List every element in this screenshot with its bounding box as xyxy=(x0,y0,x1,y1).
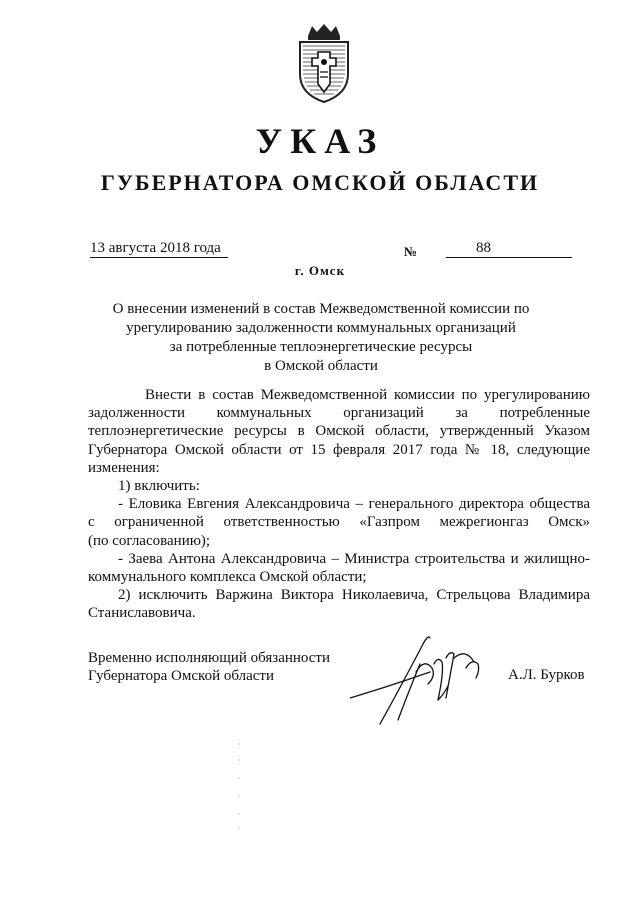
body-line: (по согласованию); xyxy=(88,532,211,549)
document-number: 88 xyxy=(446,240,572,258)
body-line: - Заева Антона Александровича – Министра строительства и жилищно- xyxy=(118,550,590,567)
signatory-position-line: Временно исполняющий обязанности xyxy=(88,650,331,666)
document-city: г. Омск xyxy=(294,263,346,278)
handwritten-signature-icon xyxy=(350,628,510,728)
document-subtitle: ГУБЕРНАТОРА ОМСКОЙ ОБЛАСТИ xyxy=(100,170,540,195)
body-line: теплоэнергетические ресурсы в Омской области, утвержденный Указом xyxy=(88,423,590,440)
heading-line: за потребленные теплоэнергетические ресурсы xyxy=(169,339,473,355)
document-title: УКАЗ xyxy=(255,121,385,161)
body-line: с ограниченной ответственностью «Газпром межрегионгаз Омск» xyxy=(88,514,590,531)
body-line: Станиславовича. xyxy=(88,605,196,622)
document-date: 13 августа 2018 года xyxy=(90,240,228,258)
body-line: коммунального комплекса Омской области; xyxy=(88,569,367,586)
body-line: задолженности коммунальных организаций за потребленные xyxy=(88,405,590,422)
heading-line: О внесении изменений в состав Межведомственной комиссии по xyxy=(112,301,530,317)
signatory-position-line: Губернатора Омской области xyxy=(88,668,274,684)
body-line: 1) включить: xyxy=(118,478,200,495)
body-line: - Еловика Евгения Александровича – генерального директора общества xyxy=(118,496,590,513)
number-label: № xyxy=(404,244,418,259)
scan-artifact xyxy=(238,740,240,830)
body-line: Внести в состав Межведомственной комиссии по урегулированию xyxy=(145,387,590,403)
document-heading xyxy=(90,300,552,376)
heading-line: урегулированию задолженности коммунальных организаций xyxy=(126,320,516,336)
body-line: 2) исключить Варжина Виктора Николаевича, Стрельцова Владимира xyxy=(118,587,590,604)
body-line: Губернатора Омской области от 15 февраля 2017 года № 18, следующие xyxy=(88,441,590,458)
document-body xyxy=(88,386,590,623)
body-line: изменения: xyxy=(88,459,160,476)
signatory-name: А.Л. Бурков xyxy=(508,667,585,683)
coat-of-arms-icon xyxy=(290,22,358,104)
signatory-position xyxy=(88,649,330,685)
heading-line: в Омской области xyxy=(264,358,378,374)
